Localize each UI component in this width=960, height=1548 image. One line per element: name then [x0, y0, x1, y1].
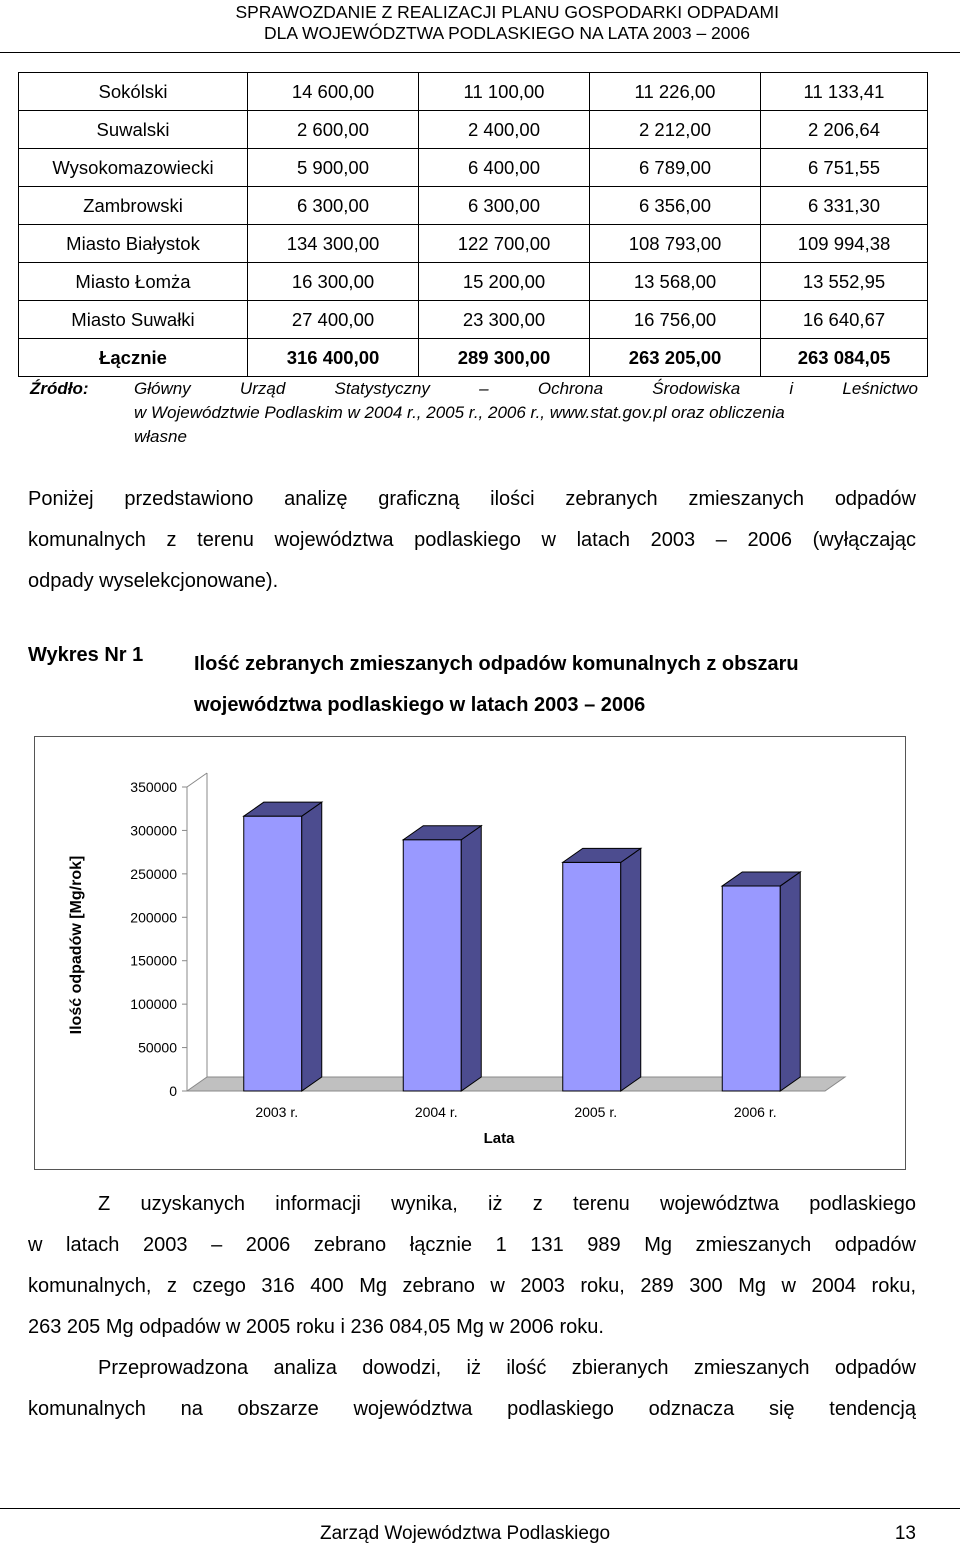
- summary-line-1: Z uzyskanych informacji wynika, iż z terenu województwa podlaskiego: [98, 1193, 916, 1215]
- chart-caption-line-1: Ilość zebranych zmieszanych odpadów komunalnych z obszaru: [194, 653, 799, 675]
- table-cell-value: 16 756,00: [590, 301, 761, 339]
- bar-side: [621, 848, 641, 1091]
- table-cell-value: 6 356,00: [590, 187, 761, 225]
- bar-chart-svg: [35, 737, 905, 1169]
- footer-text: Zarząd Województwa Podlaskiego: [320, 1523, 611, 1544]
- table-cell-name: Wysokomazowiecki: [19, 149, 248, 187]
- y-tick-label: 100000: [130, 996, 177, 1013]
- y-tick-label: 200000: [130, 909, 177, 926]
- table-cell-value: 11 100,00: [419, 73, 590, 111]
- table-cell-name: Sokólski: [19, 73, 248, 111]
- table-cell-value: 108 793,00: [590, 225, 761, 263]
- table-cell-value: 6 789,00: [590, 149, 761, 187]
- source-line-2: w Województwie Podlaskim w 2004 r., 2005 r., 2006 r., www.stat.gov.pl oraz obliczenia: [134, 403, 785, 422]
- x-tick-label: 2006 r.: [733, 1104, 777, 1120]
- table-cell-name: Miasto Suwałki: [19, 301, 248, 339]
- table-cell-value: 2 212,00: [590, 111, 761, 149]
- source-line-3: własne: [134, 427, 187, 446]
- table-cell-value: 13 552,95: [761, 263, 928, 301]
- x-tick-label: 2005 r.: [574, 1104, 618, 1120]
- table-cell-name: Łącznie: [19, 339, 248, 377]
- table-cell-value: 11 226,00: [590, 73, 761, 111]
- table-cell-value: 2 600,00: [248, 111, 419, 149]
- summary-line-4: 263 205 Mg odpadów w 2005 roku i 236 084,05 Mg w 2006 roku.: [28, 1316, 604, 1338]
- intro-paragraph: [28, 479, 916, 602]
- table-cell-value: 14 600,00: [248, 73, 419, 111]
- intro-line-1: Poniżej przedstawiono analizę graficzną ilości zebranych zmieszanych odpadów: [28, 488, 916, 510]
- source-note: [30, 377, 918, 449]
- page-header: [0, 0, 960, 56]
- header-title-line-1: SPRAWOZDANIE Z REALIZACJI PLANU GOSPODARKI ODPADAMI: [235, 2, 779, 22]
- table-cell-value: 6 300,00: [248, 187, 419, 225]
- table-row: [19, 73, 928, 111]
- table-cell-value: 6 400,00: [419, 149, 590, 187]
- table-cell-value: 6 300,00: [419, 187, 590, 225]
- page-footer: [0, 1508, 960, 1548]
- table-cell-value: 13 568,00: [590, 263, 761, 301]
- source-label: Źródło:: [30, 379, 89, 398]
- y-tick-label: 250000: [130, 865, 177, 882]
- y-axis-title: Ilość odpadów [Mg/rok]: [68, 855, 85, 1035]
- table-cell-value: 23 300,00: [419, 301, 590, 339]
- bar-front: [244, 816, 302, 1091]
- table-cell-value: 6 751,55: [761, 149, 928, 187]
- table-cell-value: 11 133,41: [761, 73, 928, 111]
- y-tick-label: 150000: [130, 952, 177, 969]
- table-cell-value: 2 206,64: [761, 111, 928, 149]
- y-axis-top-edge: [187, 773, 207, 787]
- table-cell-value: 289 300,00: [419, 339, 590, 377]
- intro-line-3: odpady wyselekcjonowane).: [28, 570, 279, 592]
- table-row: [19, 149, 928, 187]
- table-row: [19, 225, 928, 263]
- table-cell-value: 2 400,00: [419, 111, 590, 149]
- y-tick-label: 50000: [138, 1039, 177, 1056]
- table-cell-value: 109 994,38: [761, 225, 928, 263]
- analysis-paragraph: [28, 1348, 916, 1430]
- bar-front: [722, 886, 780, 1091]
- table-cell-name: Miasto Białystok: [19, 225, 248, 263]
- analysis-line-1: Przeprowadzona analiza dowodzi, iż ilość zbieranych zmieszanych odpadów: [98, 1357, 916, 1379]
- table-cell-value: 316 400,00: [248, 339, 419, 377]
- waste-table: [18, 72, 928, 377]
- y-tick-label: 300000: [130, 822, 177, 839]
- table-cell-value: 16 640,67: [761, 301, 928, 339]
- table-cell-value: 5 900,00: [248, 149, 419, 187]
- table-cell-value: 16 300,00: [248, 263, 419, 301]
- x-tick-label: 2004 r.: [414, 1104, 458, 1120]
- summary-line-2: w latach 2003 – 2006 zebrano łącznie 1 131 989 Mg zmieszanych odpadów: [28, 1234, 916, 1256]
- summary-line-3: komunalnych, z czego 316 400 Mg zebrano w 2003 roku, 289 300 Mg w 2004 roku,: [28, 1275, 916, 1297]
- header-title-line-2: DLA WOJEWÓDZTWA PODLASKIEGO NA LATA 2003 – 2006: [264, 23, 750, 43]
- bar-side: [780, 872, 800, 1091]
- x-axis-title: Lata: [483, 1130, 515, 1147]
- table-cell-name: Zambrowski: [19, 187, 248, 225]
- table-cell-name: Miasto Łomża: [19, 263, 248, 301]
- table-cell-value: 122 700,00: [419, 225, 590, 263]
- y-tick-label: 350000: [130, 779, 177, 795]
- bar-front: [403, 840, 461, 1091]
- table-cell-value: 263 205,00: [590, 339, 761, 377]
- chart-caption-title: [194, 644, 934, 726]
- table-row: [19, 111, 928, 149]
- table-row: [19, 301, 928, 339]
- header-rule: [0, 52, 960, 53]
- table-cell-value: 27 400,00: [248, 301, 419, 339]
- intro-line-2: komunalnych z terenu województwa podlaskiego w latach 2003 – 2006 (wyłączając: [28, 529, 916, 551]
- footer-rule: [0, 1508, 960, 1509]
- table-row: [19, 187, 928, 225]
- chart-caption-label: Wykres Nr 1: [28, 644, 144, 666]
- source-line-1: Główny Urząd Statystyczny – Ochrona Środowiska i Leśnictwo: [134, 379, 918, 398]
- bar-side: [461, 826, 481, 1091]
- table-total-row: [19, 339, 928, 377]
- table-row: [19, 263, 928, 301]
- bar-front: [563, 862, 621, 1091]
- bar-side: [302, 802, 322, 1091]
- page-number: 13: [894, 1523, 916, 1544]
- bar-chart: [34, 736, 906, 1170]
- chart-caption-line-2: województwa podlaskiego w latach 2003 – 2006: [194, 694, 646, 716]
- x-tick-label: 2003 r.: [255, 1104, 299, 1120]
- table-cell-value: 6 331,30: [761, 187, 928, 225]
- summary-paragraph: [28, 1184, 916, 1348]
- table-cell-value: 15 200,00: [419, 263, 590, 301]
- y-tick-label: 0: [169, 1083, 177, 1099]
- table-cell-name: Suwalski: [19, 111, 248, 149]
- analysis-line-2: komunalnych na obszarze województwa podlaskiego odznacza się tendencją: [28, 1398, 916, 1420]
- table-cell-value: 263 084,05: [761, 339, 928, 377]
- table-cell-value: 134 300,00: [248, 225, 419, 263]
